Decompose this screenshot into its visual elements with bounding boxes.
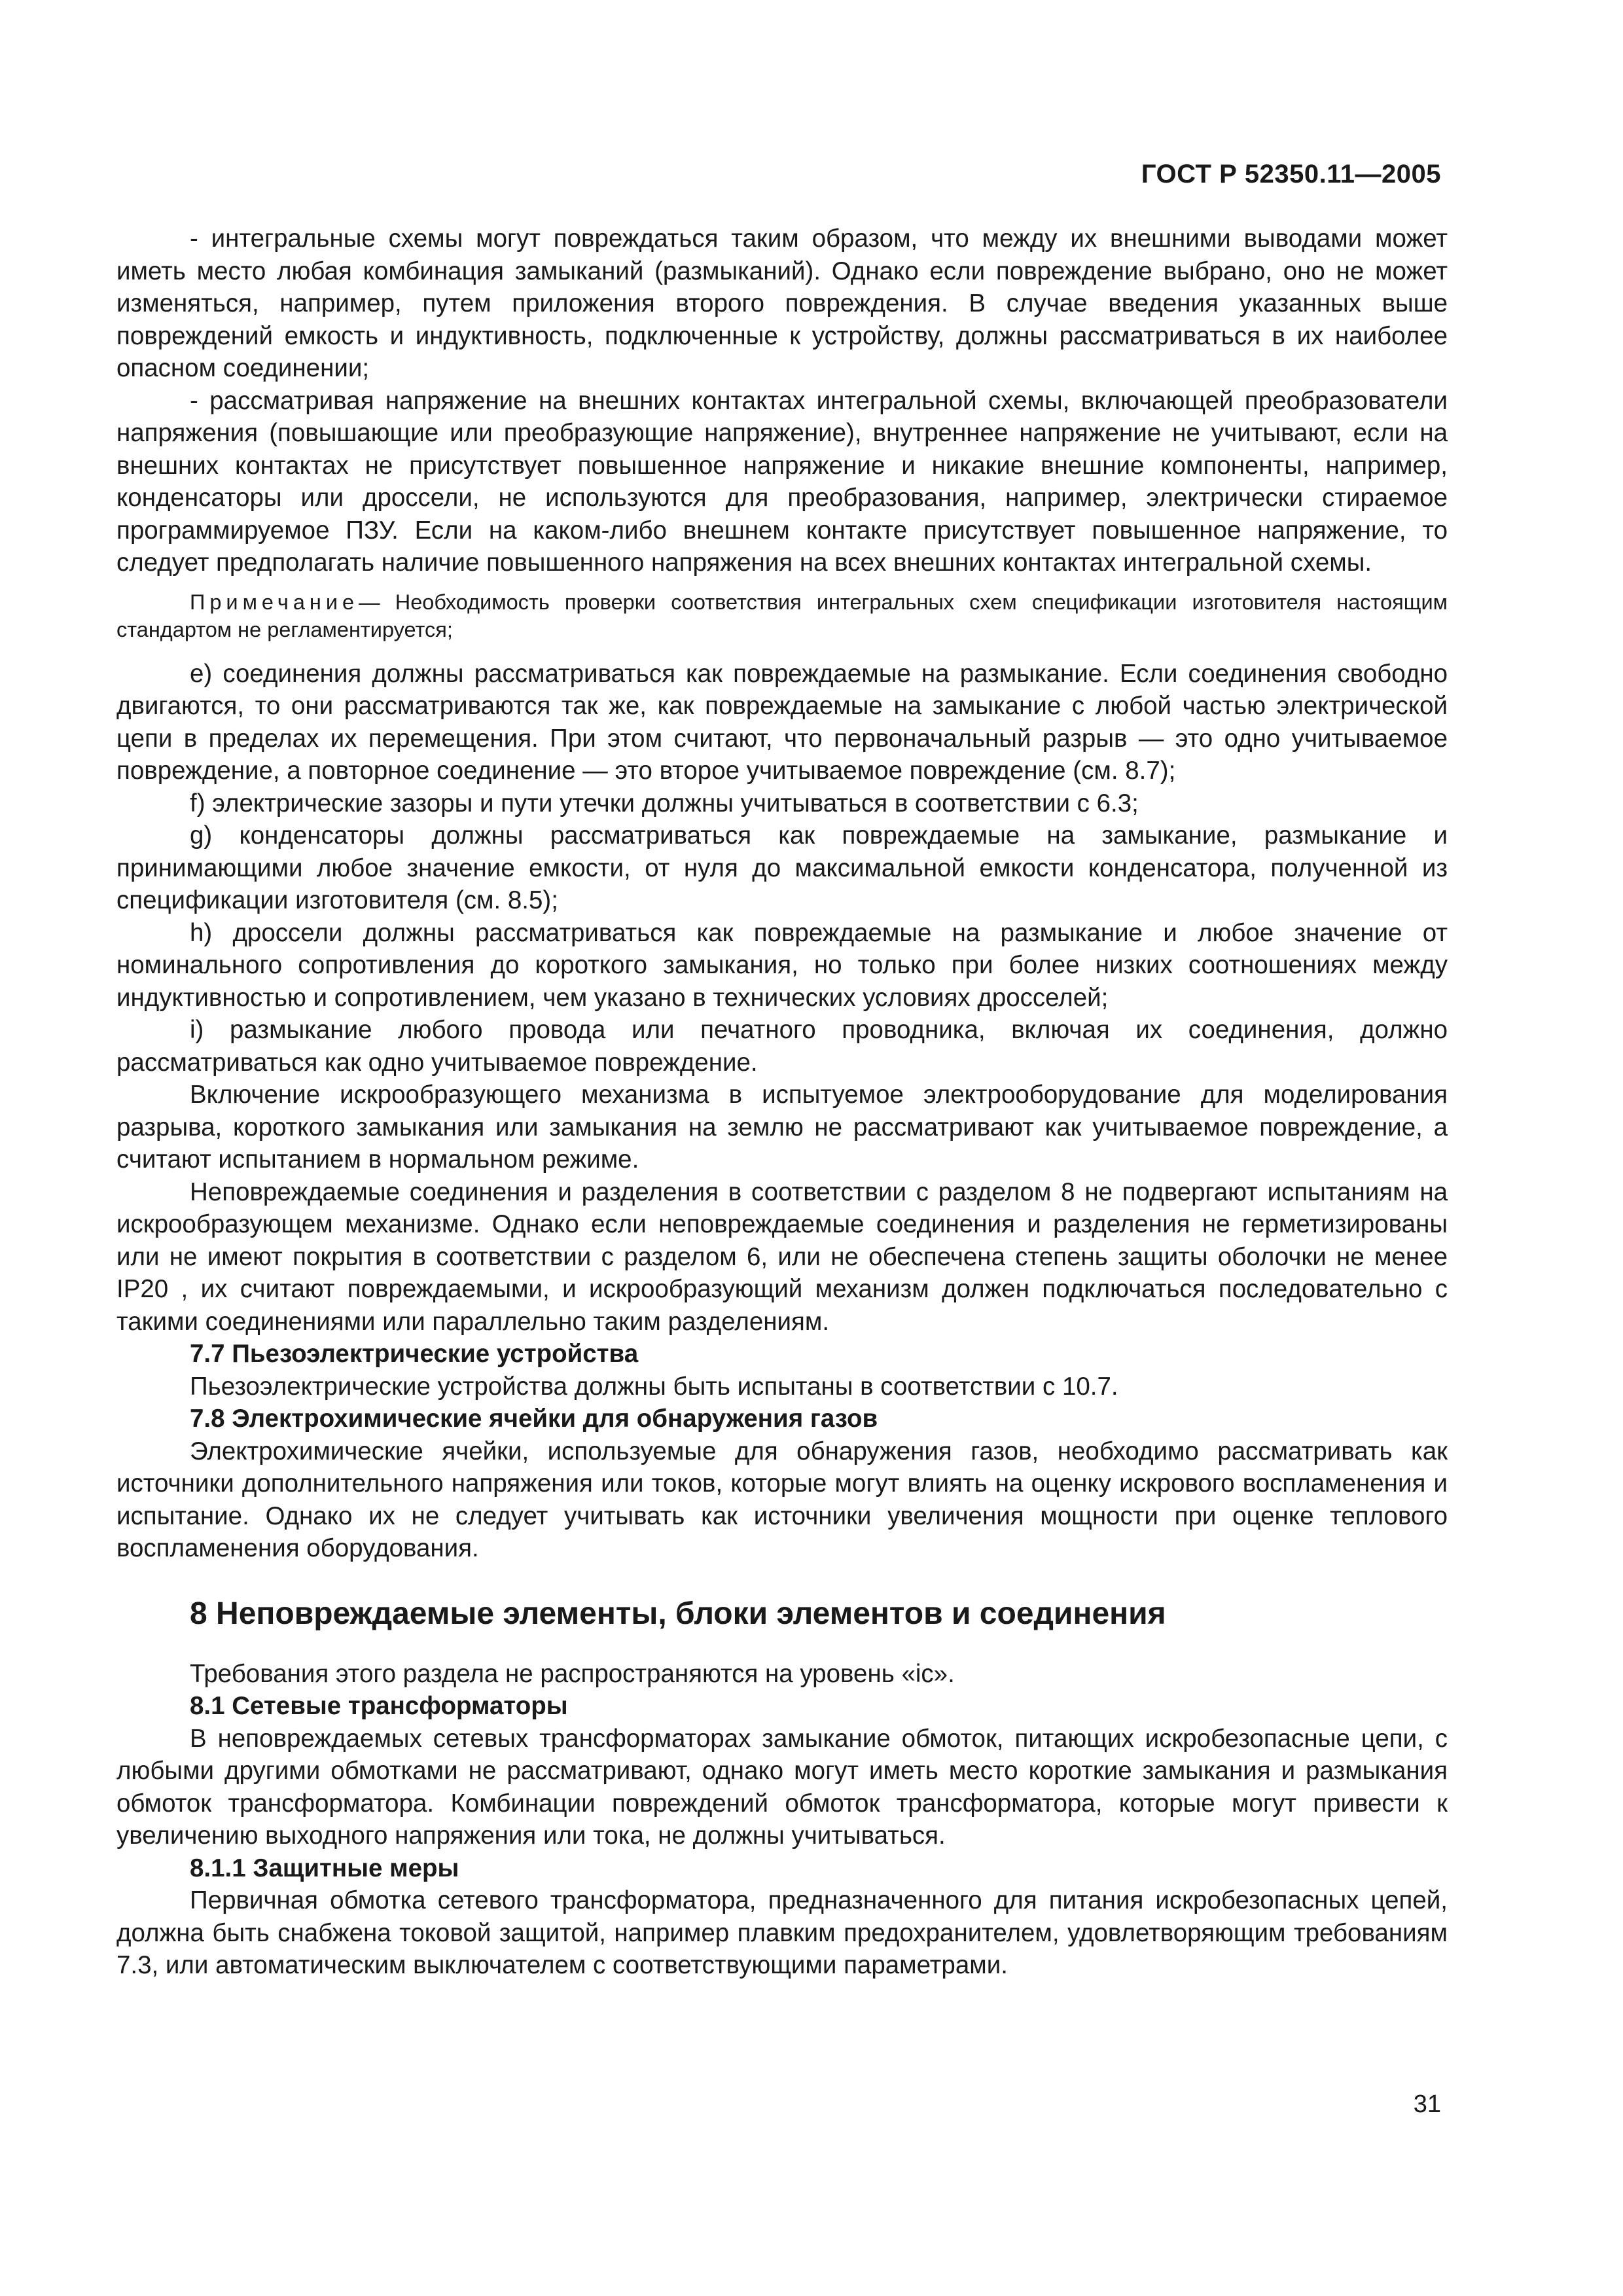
- list-item-h: h) дроссели должны рассматриваться как повреждаемые на размыкание и любое значение от номинального сопротивления до короткого замыкания, но только при более низких соотношениях между индуктивностью и сопротивлением, чем указано в технических условиях дросселей;: [116, 918, 1448, 1012]
- paragraph-external-contacts: - рассматривая напряжение на внешних контактах интегральной схемы, включающей преобразователи напряжения (повышающие или преобразующие напряжение), внутреннее напряжение не учитывают, если на внешних контактах не присутствует повышенное напряжение и никакие внешние компоненты, например, конденсаторы или дроссели, не используются для преобразования, например, электрически стираемое программируемое ПЗУ. Если на каком-либо внешнем контакте присутствует повышенное напряжение, то следует предполагать наличие повышенного напряжения на всех внешних контактах интегральной схемы.: [116, 386, 1448, 577]
- list-item-i: i) размыкание любого провода или печатного проводника, включая их соединения, должно рассматриваться как одно учитываемое повреждение.: [116, 1016, 1448, 1077]
- paragraph-7-7: Пьезоэлектрические устройства должны быть испытаны в соответствии с 10.7.: [190, 1372, 1118, 1401]
- paragraph-8-1: В неповреждаемых сетевых трансформаторах замыкание обмоток, питающих искробезопасные цепи, с любыми другими обмотками не рассматривают, однако могут иметь место короткие замыкания и размыкания обмоток трансформатора. Комбинации повреждений обмоток трансформатора, которые могут привести к увеличению выходного напряжения или тока, не должны учитываться.: [116, 1724, 1448, 1850]
- document-body: [116, 223, 1448, 1982]
- paragraph-non-failing-connections: Неповреждаемые соединения и разделения в соответствии с разделом 8 не подвергают испытаниям на искрообразующем механизме. Однако если неповреждаемые соединения и разделения не герметизированы или не имеют покрытия в соответствии с разделом 6, или не обеспечена степень защиты оболочки не менее IP20 , их считают повреждаемыми, и искрообразующий механизм должен подключаться последовательно с такими соединениями или параллельно таким разделениям.: [116, 1177, 1448, 1336]
- list-item-f: f) электрические зазоры и пути утечки должны учитываться в соответствии с 6.3;: [190, 789, 1139, 817]
- note: [116, 588, 1448, 643]
- note-text: — Необходимость проверки соответствия интегральных схем спецификации изготовителя настоящим стандартом не регламентируется;: [116, 590, 1448, 641]
- heading-7-8: 7.8 Электрохимические ячейки для обнаружения газов: [190, 1405, 878, 1433]
- document-header: ГОСТ Р 52350.11—2005: [1141, 160, 1441, 188]
- heading-7-7: 7.7 Пьезоэлектрические устройства: [190, 1340, 639, 1368]
- heading-8-1: 8.1 Сетевые трансформаторы: [190, 1692, 568, 1720]
- heading-8-1-1: 8.1.1 Защитные меры: [190, 1854, 459, 1882]
- note-label: Примечание: [190, 590, 359, 614]
- paragraph-8-1-1: Первичная обмотка сетевого трансформатора, предназначенного для питания искробезопасных цепей, должна быть снабжена токовой защитой, например плавким предохранителем, удовлетворяющим требованиям 7.3, или автоматическим выключателем с соответствующими параметрами.: [116, 1886, 1448, 1979]
- paragraph-8: Требования этого раздела не распространяются на уровень «ic».: [190, 1659, 955, 1688]
- heading-section-8: 8 Неповреждаемые элементы, блоки элементов и соединения: [190, 1596, 1166, 1631]
- paragraph-spark-mechanism: Включение искрообразующего механизма в испытуемое электрооборудование для моделирования разрыва, короткого замыкания или замыкания на землю не рассматривают как учитываемое повреждение, а считают испытанием в нормальном режиме.: [116, 1081, 1448, 1174]
- page-number: 31: [1413, 2090, 1441, 2118]
- list-item-g: g) конденсаторы должны рассматриваться как повреждаемые на замыкание, размыкание и принимающими любое значение емкости, от нуля до максимальной емкости конденсатора, полученной из спецификации изготовителя (см. 8.5);: [116, 821, 1448, 914]
- list-item-e: е) соединения должны рассматриваться как повреждаемые на размыкание. Если соединения свободно двигаются, то они рассматриваются так же, как повреждаемые на замыкание с любой частью электрической цепи в пределах их перемещения. При этом считают, что первоначальный разрыв — это одно учитываемое повреждение, а повторное соединение — это второе учитываемое повреждение (см. 8.7);: [116, 659, 1448, 785]
- paragraph-7-8: Электрохимические ячейки, используемые для обнаружения газов, необходимо рассматривать как источники дополнительного напряжения или токов, которые могут влиять на оценку искрового воспламенения и испытание. Однако их не следует учитывать как источники увеличения мощности при оценке теплового воспламенения оборудования.: [116, 1437, 1448, 1562]
- paragraph-integrated-circuits: - интегральные схемы могут повреждаться таким образом, что между их внешними выводами может иметь место любая комбинация замыканий (размыканий). Однако если повреждение выбрано, оно не может изменяться, например, путем приложения второго повреждения. В случае введения указанных выше повреждений емкость и индуктивность, подключенные к устройству, должны рассматриваться в их наиболее опасном соединении;: [116, 224, 1448, 382]
